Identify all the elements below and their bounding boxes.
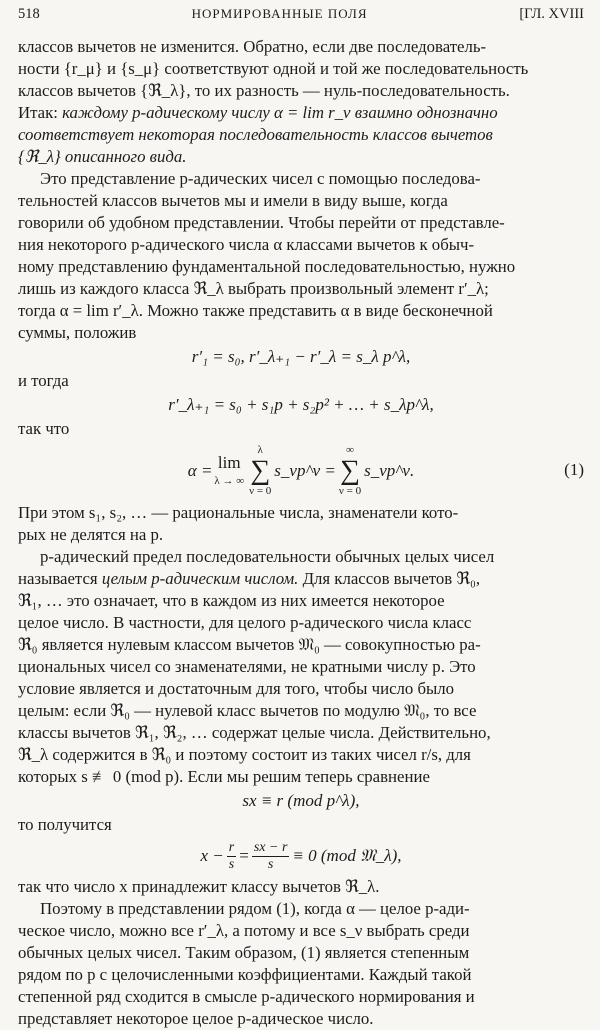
theorem-text: {ℜ_λ} описанного вида.	[18, 147, 187, 166]
text-line: При этом s₁, s₂, … — рациональные числа, знаменатели кото-	[18, 503, 459, 522]
page-number: 518	[18, 6, 40, 22]
text-line: условие является и достаточным для того, чтобы число было	[18, 679, 455, 698]
text-line: рых не делятся на p.	[18, 525, 164, 544]
text-line: ℜ_λ содержится в ℜ₀ и поэтому состоит из таких чисел r/s, для	[18, 745, 471, 764]
text-line: которых s ≢ 0 (mod p). Если мы решим теперь сравнение	[18, 767, 430, 786]
chapter-label: [ГЛ. XVIII	[519, 6, 584, 22]
text-line: суммы, положив	[18, 323, 137, 342]
text-line: целое число. В частности, для целого p-адического числа класс	[18, 613, 472, 632]
text-line	[18, 146, 584, 168]
sum-operator	[339, 444, 361, 498]
fraction-denominator: s	[228, 856, 235, 872]
text-line: классов вычетов {ℜ_λ}, то их разность — нуль-последовательность.	[18, 81, 510, 100]
text-line: ния некоторого p-адического числа α классами вычетов к обыч-	[18, 235, 475, 254]
running-header	[18, 6, 584, 36]
text-line: рядом по p с целочисленными коэффициентами. Каждый такой	[18, 965, 472, 984]
sigma-icon: ∑	[250, 455, 271, 486]
text-line: ℜ₁, … это означает, что в каждом из них имеется некоторое	[18, 591, 445, 610]
sigma-icon: ∑	[340, 455, 360, 486]
formula-text: ≡ 0 (mod 𝔐_λ),	[292, 846, 402, 865]
text-line: ности {r_μ} и {s_μ} соответствуют одной и той же последовательность	[18, 59, 529, 78]
text-fragment: называется	[18, 569, 102, 588]
text-line: ческое число, можно все r′_λ, а потому и все s_ν выбрать среди	[18, 921, 470, 940]
formula-text: r′₁ = s₀, r′_λ₊₁ − r′_λ = s_λ p^λ,	[191, 347, 411, 366]
page-body	[18, 36, 584, 1030]
lim-text: lim	[217, 453, 241, 472]
text-line: так что число x принадлежит классу вычетов ℜ_λ.	[18, 877, 380, 896]
text-line: классов вычетов не изменится. Обратно, если две последователь-	[18, 37, 487, 56]
text-line: целым: если ℜ₀ — нулевой класс вычетов по модулю 𝔐₀, то все	[18, 701, 477, 720]
theorem-text: соответствует некоторая последовательность классов вычетов	[18, 125, 493, 144]
formula-text: s_νp^ν.	[364, 461, 415, 480]
fraction-denominator: s	[267, 856, 274, 872]
formula-text: sx ≡ r (mod p^λ),	[242, 791, 360, 810]
text-line: и тогда	[18, 371, 69, 390]
fraction-numerator: sx − r	[253, 839, 288, 855]
sum-upper-limit: λ	[257, 444, 263, 456]
theorem-text: каждому p-адическому числу α = lim r_ν взаимно однозначно	[62, 103, 498, 122]
text-line: классы вычетов ℜ₁, ℜ₂, … содержат целые числа. Действительно,	[18, 723, 491, 742]
text-line: обычных целых чисел. Таким образом, (1) является степенным	[18, 943, 470, 962]
text-fragment: Итак:	[18, 103, 63, 122]
text-line: то получится	[18, 815, 112, 834]
text-line: представляет некоторое целое p-адическое число.	[18, 1009, 374, 1028]
formula-text: α =	[187, 461, 213, 480]
text-line	[18, 568, 584, 590]
text-line: говорили об удобном представлении. Чтобы перейти от представле-	[18, 213, 505, 232]
text-line: ℜ₀ является нулевым классом вычетов 𝔐₀ — совокупностью ра-	[18, 635, 481, 654]
formula-display	[18, 836, 584, 876]
limit-operator	[214, 454, 244, 488]
fraction	[227, 840, 236, 873]
text-line: лишь из каждого класса ℜ_λ выбрать произвольный элемент r′_λ;	[18, 279, 489, 298]
sum-operator	[249, 444, 271, 498]
text-fragment: Для классов вычетов ℜ₀,	[298, 569, 481, 588]
formula-text: x −	[200, 846, 224, 865]
text-line: циональных чисел со знаменателями, не кратными числу p. Это	[18, 657, 476, 676]
formula-display	[18, 788, 584, 814]
sum-upper-limit: ∞	[346, 444, 354, 456]
formula-display	[18, 344, 584, 370]
formula-text: s_νp^ν =	[274, 461, 336, 480]
text-line: Это представление p-адических чисел с помощью последова-	[40, 169, 481, 188]
text-line: так что	[18, 419, 70, 438]
text-line: степенной ряд сходится в смысле p-адического нормирования и	[18, 987, 475, 1006]
fraction-numerator: r	[228, 839, 235, 855]
equation-1	[18, 440, 584, 502]
sum-lower-limit: ν = 0	[249, 485, 272, 497]
definition-term: целым p-адическим числом.	[101, 569, 299, 588]
text-line	[18, 102, 584, 124]
text-line: Поэтому в представлении рядом (1), когда α — целое p-ади-	[40, 899, 470, 918]
formula-text: r′_λ₊₁ = s₀ + s₁p + s₂p² + … + s_λp^λ,	[168, 395, 434, 414]
formula-display	[18, 392, 584, 418]
equation-number: (1)	[564, 460, 584, 479]
sum-lower-limit: ν = 0	[338, 485, 362, 497]
text-line	[18, 124, 584, 146]
running-title: НОРМИРОВАННЫЕ ПОЛЯ	[191, 6, 368, 21]
text-line: p-адический предел последовательности обычных целых чисел	[40, 547, 495, 566]
formula-text: =	[239, 846, 249, 865]
text-line: тогда α = lim r′_λ. Можно также представить α в виде бесконечной	[18, 301, 493, 320]
text-line: ному представлению фундаментальной последовательностью, нужно	[18, 257, 516, 276]
text-line: тельностей классов вычетов мы и имели в виду выше, когда	[18, 191, 448, 210]
lim-subscript: λ → ∞	[214, 475, 245, 487]
fraction	[252, 840, 290, 873]
